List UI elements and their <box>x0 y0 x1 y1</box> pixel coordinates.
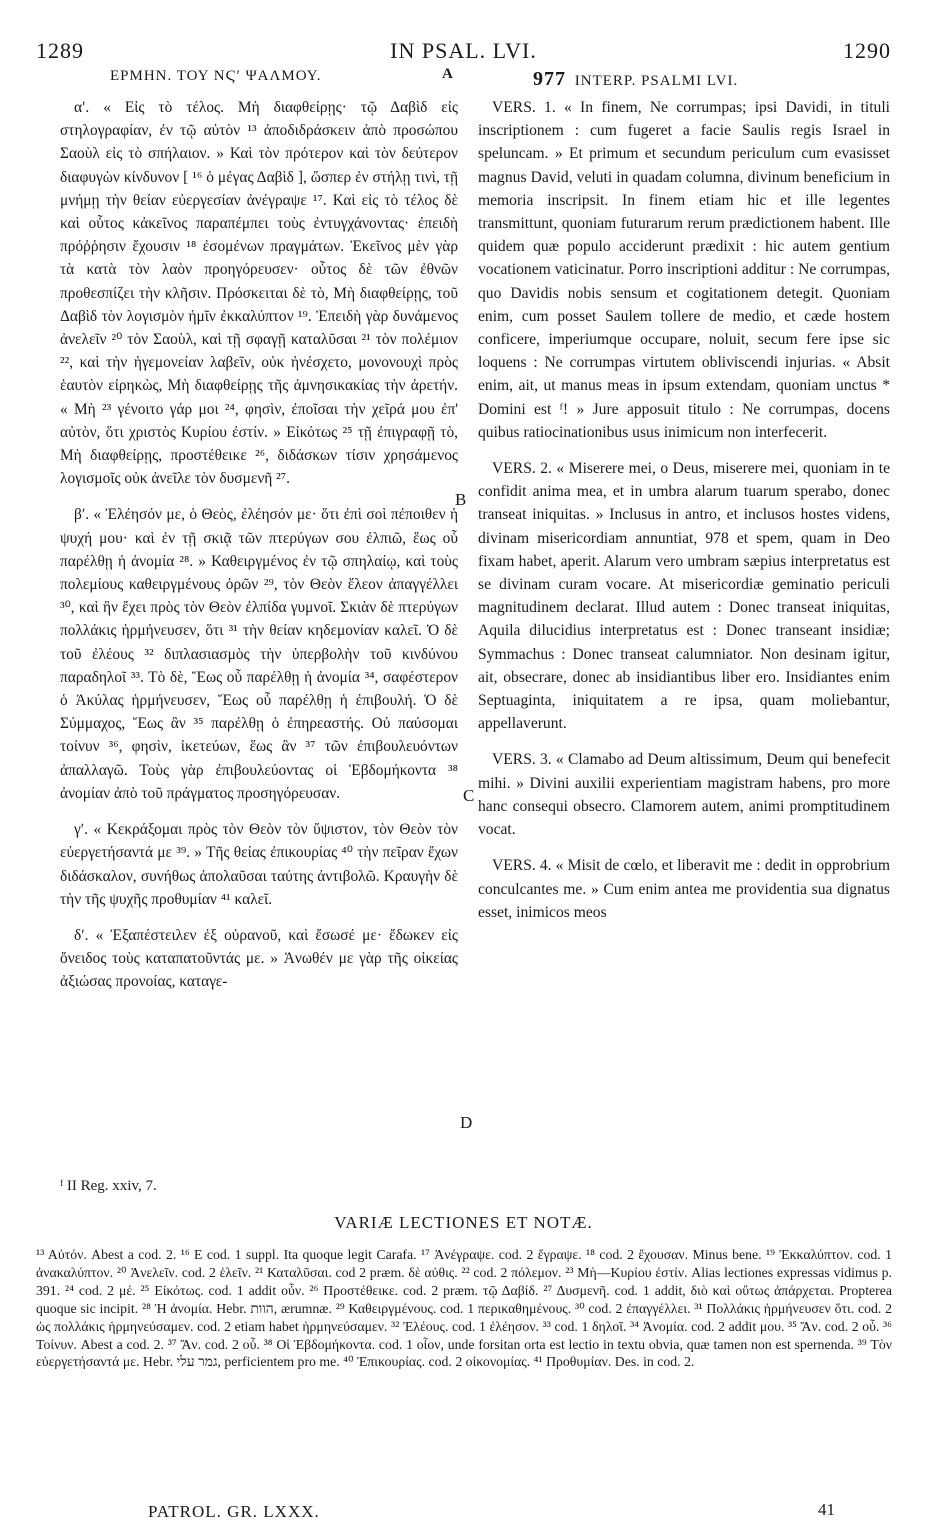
running-title: IN PSAL. LVI. <box>390 38 537 63</box>
margin-letter-c: C <box>463 786 475 805</box>
latin-paragraph-4: VERS. 4. « Misit de cœlo, et liberavit me : dedit in opprobrium conculcantes me. » Cum enim antea me providentia sua dignatus esset, inimicos meos <box>478 857 890 921</box>
page-number-left: 1289 <box>36 38 84 63</box>
latin-text-column <box>478 96 890 921</box>
latin-paragraph-1: VERS. 1. « In finem, Ne corrumpas; ipsi Davidi, in tituli inscriptionem : cum fugeret a facie Saulis regis Israel in speluncam. » Et primum et secundum periculum cum evasisset magnus David, veluti in quadam columna, divinum beneficium in memoria inscripsit. In finem etiam hic et ille legentes transmittunt, quoniam futurarum rerum prædictionem habent. Ille quidem quæ populo acciderunt prædixit : hic autem gentium vocationem vaticinatur. Porro inscriptioni additur : Ne corrumpas, quo Davidis nobis sensum et cogitationem detegit. Quoniam enim, cum posset Saulem tollere de medio, et cæde hostem conficere, imperiumque occupare, noluit, secum fere ipse sic loquens : Ne corrumpas virtutem obliviscendi injurias. « Absit enim, ait, ut manus meas in ipsum extendam, quoniam unctus * Domini est ᶠ! » Jure apposuit titulo : Ne corrumpas, docens quibus ratiocinationibus usus inimicum non interfecerit. <box>478 99 890 441</box>
latin-paragraph-2: VERS. 2. « Miserere mei, o Deus, miserere mei, quoniam in te confidit anima mea, et in umbra alarum tuarum sperabo, donec transeat iniquitas. » Inclusus in antro, et inclusos hostes videns, divinam misericordiam annuntiat, 978 et spem, quam in Deo fixam habet, aperit. Alarum vero umbram sæpius interpretatus est se divinam curam vocare. At misericordiæ geminatio periculi magnitudinem declarat. Illud autem : Donec transeat iniquitas, Aquila dilucidius interpretatus est : Donec transeant insidiæ; Symmachus : Donec transeat calumniator. Non desinam igitur, ait, obsecrare, donec ab insidiantibus liber ero. Insidiantes enim Septuaginta, iniquitatem a re ipsa, quam moliebantur, appellaverunt. <box>478 460 890 733</box>
signature-mark: PATROL. GR. LXXX. <box>148 1502 320 1521</box>
greek-paragraph-3: γʹ. « Κεκράξομαι πρὸς τὸν Θεὸν τὸν ὕψιστον, τὸν Θεὸν τὸν εὐεργετήσαντά με ³⁹. » Τῆς θείας ἐπικουρίας ⁴⁰ τὴν πεῖραν ἔχων διδάσκαλον, συνήθως ἀπολαῦσαι ταύτης ἀντιβολῶ. Κραυγὴν δὲ τὴν τῆς ψυχῆς προθυμίαν ⁴¹ καλεῖ. <box>60 821 458 908</box>
margin-letter-b: B <box>455 490 467 509</box>
greek-paragraph-4: δʹ. « Ἐξαπέστειλεν ἐξ οὐρανοῦ, καὶ ἔσωσέ με· ἔδωκεν εἰς ὄνειδος τοὺς καταπατοῦντάς με. » Ἀνωθέν με γὰρ τῆς οἰκείας ἀξιώσας προνοίας, καταγε- <box>60 926 458 991</box>
margin-letter-d: D <box>460 1113 473 1132</box>
greek-text-column <box>60 96 458 991</box>
footnote: ᶠ II Reg. xxiv, 7. <box>60 1178 157 1194</box>
page-number-right: 1290 <box>843 38 891 63</box>
latin-paragraph-3: VERS. 3. « Clamabo ad Deum altissimum, Deum qui benefecit mihi. » Divini auxilii experientiam magistram habens, pro more hanc consequi obsecro. Clamorem autem, animi promptitudinem vocat. <box>478 751 890 839</box>
folio-number: 41 <box>818 1500 835 1519</box>
greek-column-heading: ΕΡΜΗΝ. ΤΟΥ ΝϚʹ ΨΑΛΜΟΥ. <box>110 68 322 84</box>
latin-heading-text: INTERP. PSALMI LVI. <box>574 73 739 89</box>
greek-paragraph-1: αʹ. « Εἰς τὸ τέλος. Μὴ διαφθείρῃς· τῷ Δαβὶδ εἰς στηλογραφίαν, ἐν τῷ αὐτὸν ¹³ ἀποδιδράσκειν ἀπὸ προσώπου Σαοὺλ εἰς τὸ σπήλαιον. » Καὶ τὸν πρότερον καὶ τὸν δεύτερον διαφυγὼν κίνδυνον [ ¹⁶ ὁ μέγας Δαβὶδ ], ὥσπερ ἐν στήλῃ τινὶ, τῇ μνήμῃ τὴν θείαν εὐεργεσίαν ἀνέγραψε ¹⁷. Καὶ εἰς τὸ τέλος δὲ καὶ οὗτος κἀκεῖνος παραπέμπει τοὺς ἐντυγχάνοντας· ἐπειδὴ πρόῤῥησιν ἔχουσιν ¹⁸ ἐσομένων πραγμάτων. Ἐκεῖνος μὲν γὰρ τὰ κατὰ τὸν λαὸν προηγόρευσεν· οὗτος δὲ τῶν ἐθνῶν προθεσπίζει τὴν κλῆσιν. Πρόσκειται δὲ τὸ, Μὴ διαφθείρῃς, τοῦ Δαβὶδ τὸν λογισμὸν ἡμῖν ἐκκαλύπτον ¹⁹. Ἐπειδὴ γὰρ δυνάμενος ἀνελεῖν ²⁰ τὸν Σαοὺλ, καὶ τῇ σφαγῇ καταλῦσαι ²¹ τὸν πολέμιον ²², καὶ τὴν ἡγεμονείαν λαβεῖν, οὐκ ἠνέσχετο, μονονουχὶ πρὸς ἑαυτὸν εἰρηκὼς, Μὴ διαφθείρῃς τῆς ἀμνησικακίας τὴν ἀρετήν. « Μὴ ²³ γένοιτο γάρ μοι ²⁴, φησὶν, ἐποῖσαι τὴν χεῖρά μου ἐπ' αὐτὸν, ὅτι χριστὸς Κυρίου ἐστίν. » Εἰκότως ²⁵ τῇ ἐπιγραφῇ τὸ, Μὴ διαφθείρῃς, προστέθεικε ²⁶, διδάσκων τίσιν χρησάμενος λογισμοῖς οὐκ ἀνεῖλε τὸν δυσμενῆ ²⁷. <box>60 99 458 488</box>
variant-readings: ¹³ Αὐτόν. Abest a cod. 2. ¹⁶ E cod. 1 suppl. Ita quoque legit Carafa. ¹⁷ Ἀνέγραψε. cod. 2 ἔγραψε. ¹⁸ cod. 2 ἔχουσαν. Minus bene. ¹⁹ Ἐκκαλύπτον. cod. 1 ἀνακαλύπτον. ²⁰ Ἀνελεῖν. cod. 2 ἑλεῖν. ²¹ Καταλῦσαι. cod 2 præm. δὲ αὐθις. ²² cod. 2 πόλεμον. ²³ Μὴ—Κυρίου ἐστίν. Alias lectiones expressas vidimus p. 391. ²⁴ cod. 2 μέ. ²⁵ Εἰκότως. cod. 1 addit οὖν. ²⁶ Προστέθεικε. cod. 2 præm. τῷ Δαβίδ. ²⁷ Δυσμενῆ. cod. 1 addit, διὸ καὶ οὕτως ἀπάρχεται. Propterea quoque sic incipit. ²⁸ Ἡ ἀνομία. Hebr. הוות, ærumnæ. ²⁹ Καθειργμένους. cod. 1 περικαθημένους. ³⁰ cod. 2 ἐπαγγέλλει. ³¹ Πολλάκις ἡρμήνευσεν ὅτι. cod. 2 ὡς πολλάκις ἡρμηνεύσαμεν. cod. 2 etiam habet ἡρμηνεύσαμεν. ³² Ἐλέους. cod. 1 ἐλέησον. ³³ cod. 1 δηλοῖ. ³⁴ Ἀνομία. cod. 2 addit μου. ³⁵ Ἄν. cod. 2 οὗ. ³⁶ Τοίνυν. Abest a cod. 2. ³⁷ Ἄν. cod. 2 οὗ. ³⁸ Οἱ Ἑβδομήκοντα. cod. 1 οἶον, unde forsitan orta est lectio in textu obvia, quæ tamen non est spernenda. ³⁹ Τὸν εὐεργετήσαντά με. Hebr. גמר עלי, perficientem pro me. ⁴⁰ Ἐπικουρίας. cod. 2 οἰκονομίας. ⁴¹ Προθυμίαν. Des. in cod. 2. <box>36 1247 892 1370</box>
column-number: 977 <box>533 68 566 90</box>
margin-letter-a: A <box>442 66 453 82</box>
variants-title: VARIÆ LECTIONES ET NOTÆ. <box>334 1213 593 1232</box>
latin-column-heading <box>533 68 738 91</box>
greek-paragraph-2: βʹ. « Ἐλέησόν με, ὁ Θεὸς, ἐλέησόν με· ὅτι ἐπὶ σοὶ πέποιθεν ἡ ψυχή μου· καὶ ἐν τῇ σκιᾷ τῶν πτερύγων σου ἐλπιῶ, ἕως οὗ παρέλθῃ ἡ ἀνομία ²⁸. » Καθειργμένος ἐν τῷ σπηλαίῳ, καὶ τοὺς πολεμίους καθειργμένους ὁρῶν ²⁹, τὸν Θεὸν ἔλεον ἀπαγγέλλει ³⁰, καὶ ἣν ἔχει πρὸς τὸν Θεὸν ἐλπίδα γυμνοῖ. Σκιὰν δὲ πτερύγων πολλάκις ἡρμήνευσεν, ὅτι ³¹ τὴν θείαν κηδεμονίαν καλεῖ. Ὁ δὲ τοῦ ἐλέους ³² διπλασιασμὸς τὴν ὑπερβολὴν τοῦ κινδύνου παραδηλοῖ ³³. Τὸ δὲ, Ἕως οὗ παρέλθῃ ἡ ἀνομία ³⁴, σαφέστερον ὁ Ἀκύλας ἡρμήνευσεν, Ἕως οὗ παρέλθῃ ἡ ἐπιβουλή. Ὁ δὲ Σύμμαχος, Ἕως ἂν ³⁵ παρέλθῃ ὁ ἐπηρεαστής. Οὐ παύσομαι τοίνυν ³⁶, φησὶν, ἱκετεύων, ἕως ἂν ³⁷ τῶν ἐπιβουλευόντων ἀπαλλαγῶ. Τοὺς γὰρ ἐπιβουλεύοντας οἱ Ἑβδομήκοντα ³⁸ ἀνομίαν ἀπὸ τοῦ πράγματος προσηγόρευσαν. <box>60 506 458 802</box>
